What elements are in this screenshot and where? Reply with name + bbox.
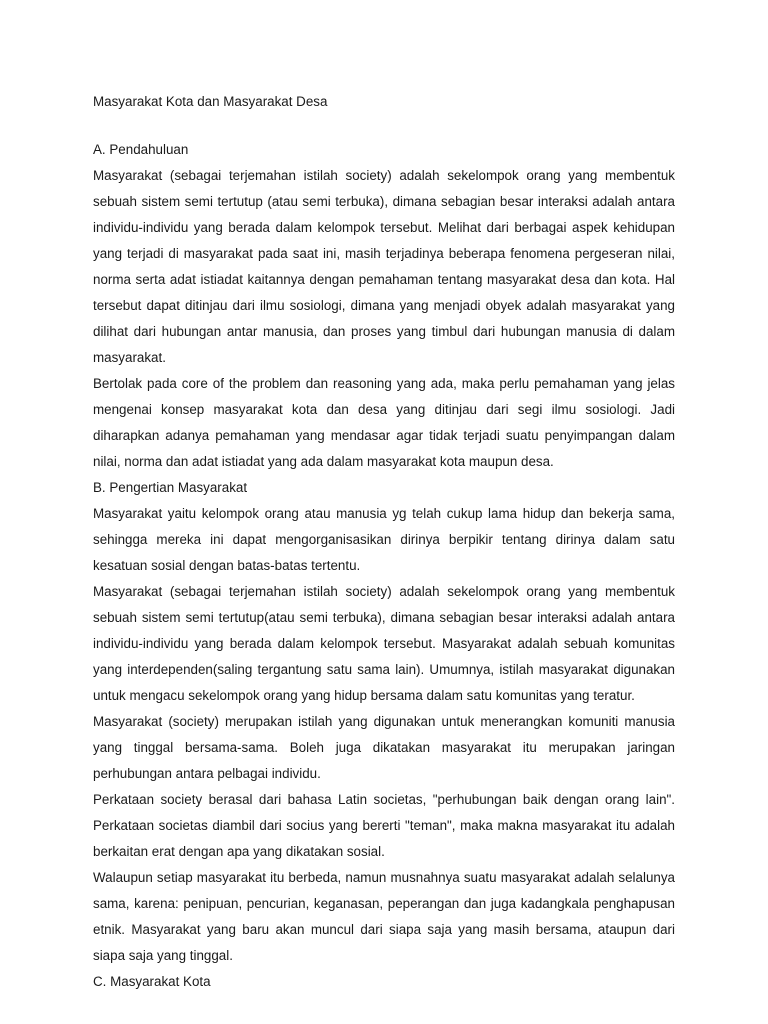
paragraph: Masyarakat (society) merupakan istilah yang digunakan untuk menerangkan komuniti manusia yang tinggal bersama-sama. Boleh juga dikatakan masyarakat itu merupakan jaringan perhubungan antara pelbagai individu. — [93, 714, 675, 781]
section-heading: B. Pengertian Masyarakat — [93, 480, 248, 495]
section-heading: C. Masyarakat Kota — [93, 974, 211, 989]
document-page — [93, 89, 675, 995]
paragraph: Masyarakat (sebagai terjemahan istilah society) adalah sekelompok orang yang membentuk sebuah sistem semi tertutup (atau semi terbuka), dimana sebagian besar interaksi adalah antara individu-individu yang berada dalam kelompok tersebut. Melihat dari berbagai aspek kehidupan yang terjadi di masyarakat pada saat ini, masih terjadinya beberapa fenomena pergeseran nilai, norma serta adat istiadat kaitannya dengan pemahaman tentang masyarakat desa dan kota. Hal tersebut dapat ditinjau dari ilmu sosiologi, dimana yang menjadi obyek adalah masyarakat yang dilihat dari hubungan antar manusia, dan proses yang timbul dari hubungan manusia di dalam masyarakat. — [93, 168, 675, 365]
paragraph: Masyarakat yaitu kelompok orang atau manusia yg telah cukup lama hidup dan bekerja sama, sehingga mereka ini dapat mengorganisasikan dirinya berpikir tentang dirinya dalam satu kesatuan sosial dengan batas-batas tertentu. — [93, 506, 675, 573]
section-pengertian-masyarakat — [93, 475, 675, 969]
section-pendahuluan — [93, 137, 675, 475]
paragraph: Masyarakat (sebagai terjemahan istilah society) adalah sekelompok orang yang membentuk sebuah sistem semi tertutup(atau semi terbuka), dimana sebagian besar interaksi adalah antara individu-individu yang berada dalam kelompok tersebut. Masyarakat adalah sebuah komunitas yang interdependen(saling tergantung satu sama lain). Umumnya, istilah masyarakat digunakan untuk mengacu sekelompok orang yang hidup bersama dalam satu komunitas yang teratur. — [93, 584, 675, 703]
section-heading: A. Pendahuluan — [93, 142, 189, 157]
paragraph: Walaupun setiap masyarakat itu berbeda, namun musnahnya suatu masyarakat adalah selalunya sama, karena: penipuan, pencurian, keganasan, peperangan dan juga kadangkala penghapusan etnik. Masyarakat yang baru akan muncul dari siapa saja yang masih bersama, ataupun dari siapa saja yang tinggal. — [93, 870, 675, 963]
section-masyarakat-kota — [93, 969, 675, 995]
document-title: Masyarakat Kota dan Masyarakat Desa — [93, 94, 328, 109]
paragraph: Perkataan society berasal dari bahasa Latin societas, "perhubungan baik dengan orang lain". Perkataan societas diambil dari socius yang bererti "teman", maka makna masyarakat itu adalah berkaitan erat dengan apa yang dikatakan sosial. — [93, 792, 675, 859]
paragraph: Bertolak pada core of the problem dan reasoning yang ada, maka perlu pemahaman yang jelas mengenai konsep masyarakat kota dan desa yang ditinjau dari segi ilmu sosiologi. Jadi diharapkan adanya pemahaman yang mendasar agar tidak terjadi suatu penyimpangan dalam nilai, norma dan adat istiadat yang ada dalam masyarakat kota maupun desa. — [93, 376, 675, 469]
